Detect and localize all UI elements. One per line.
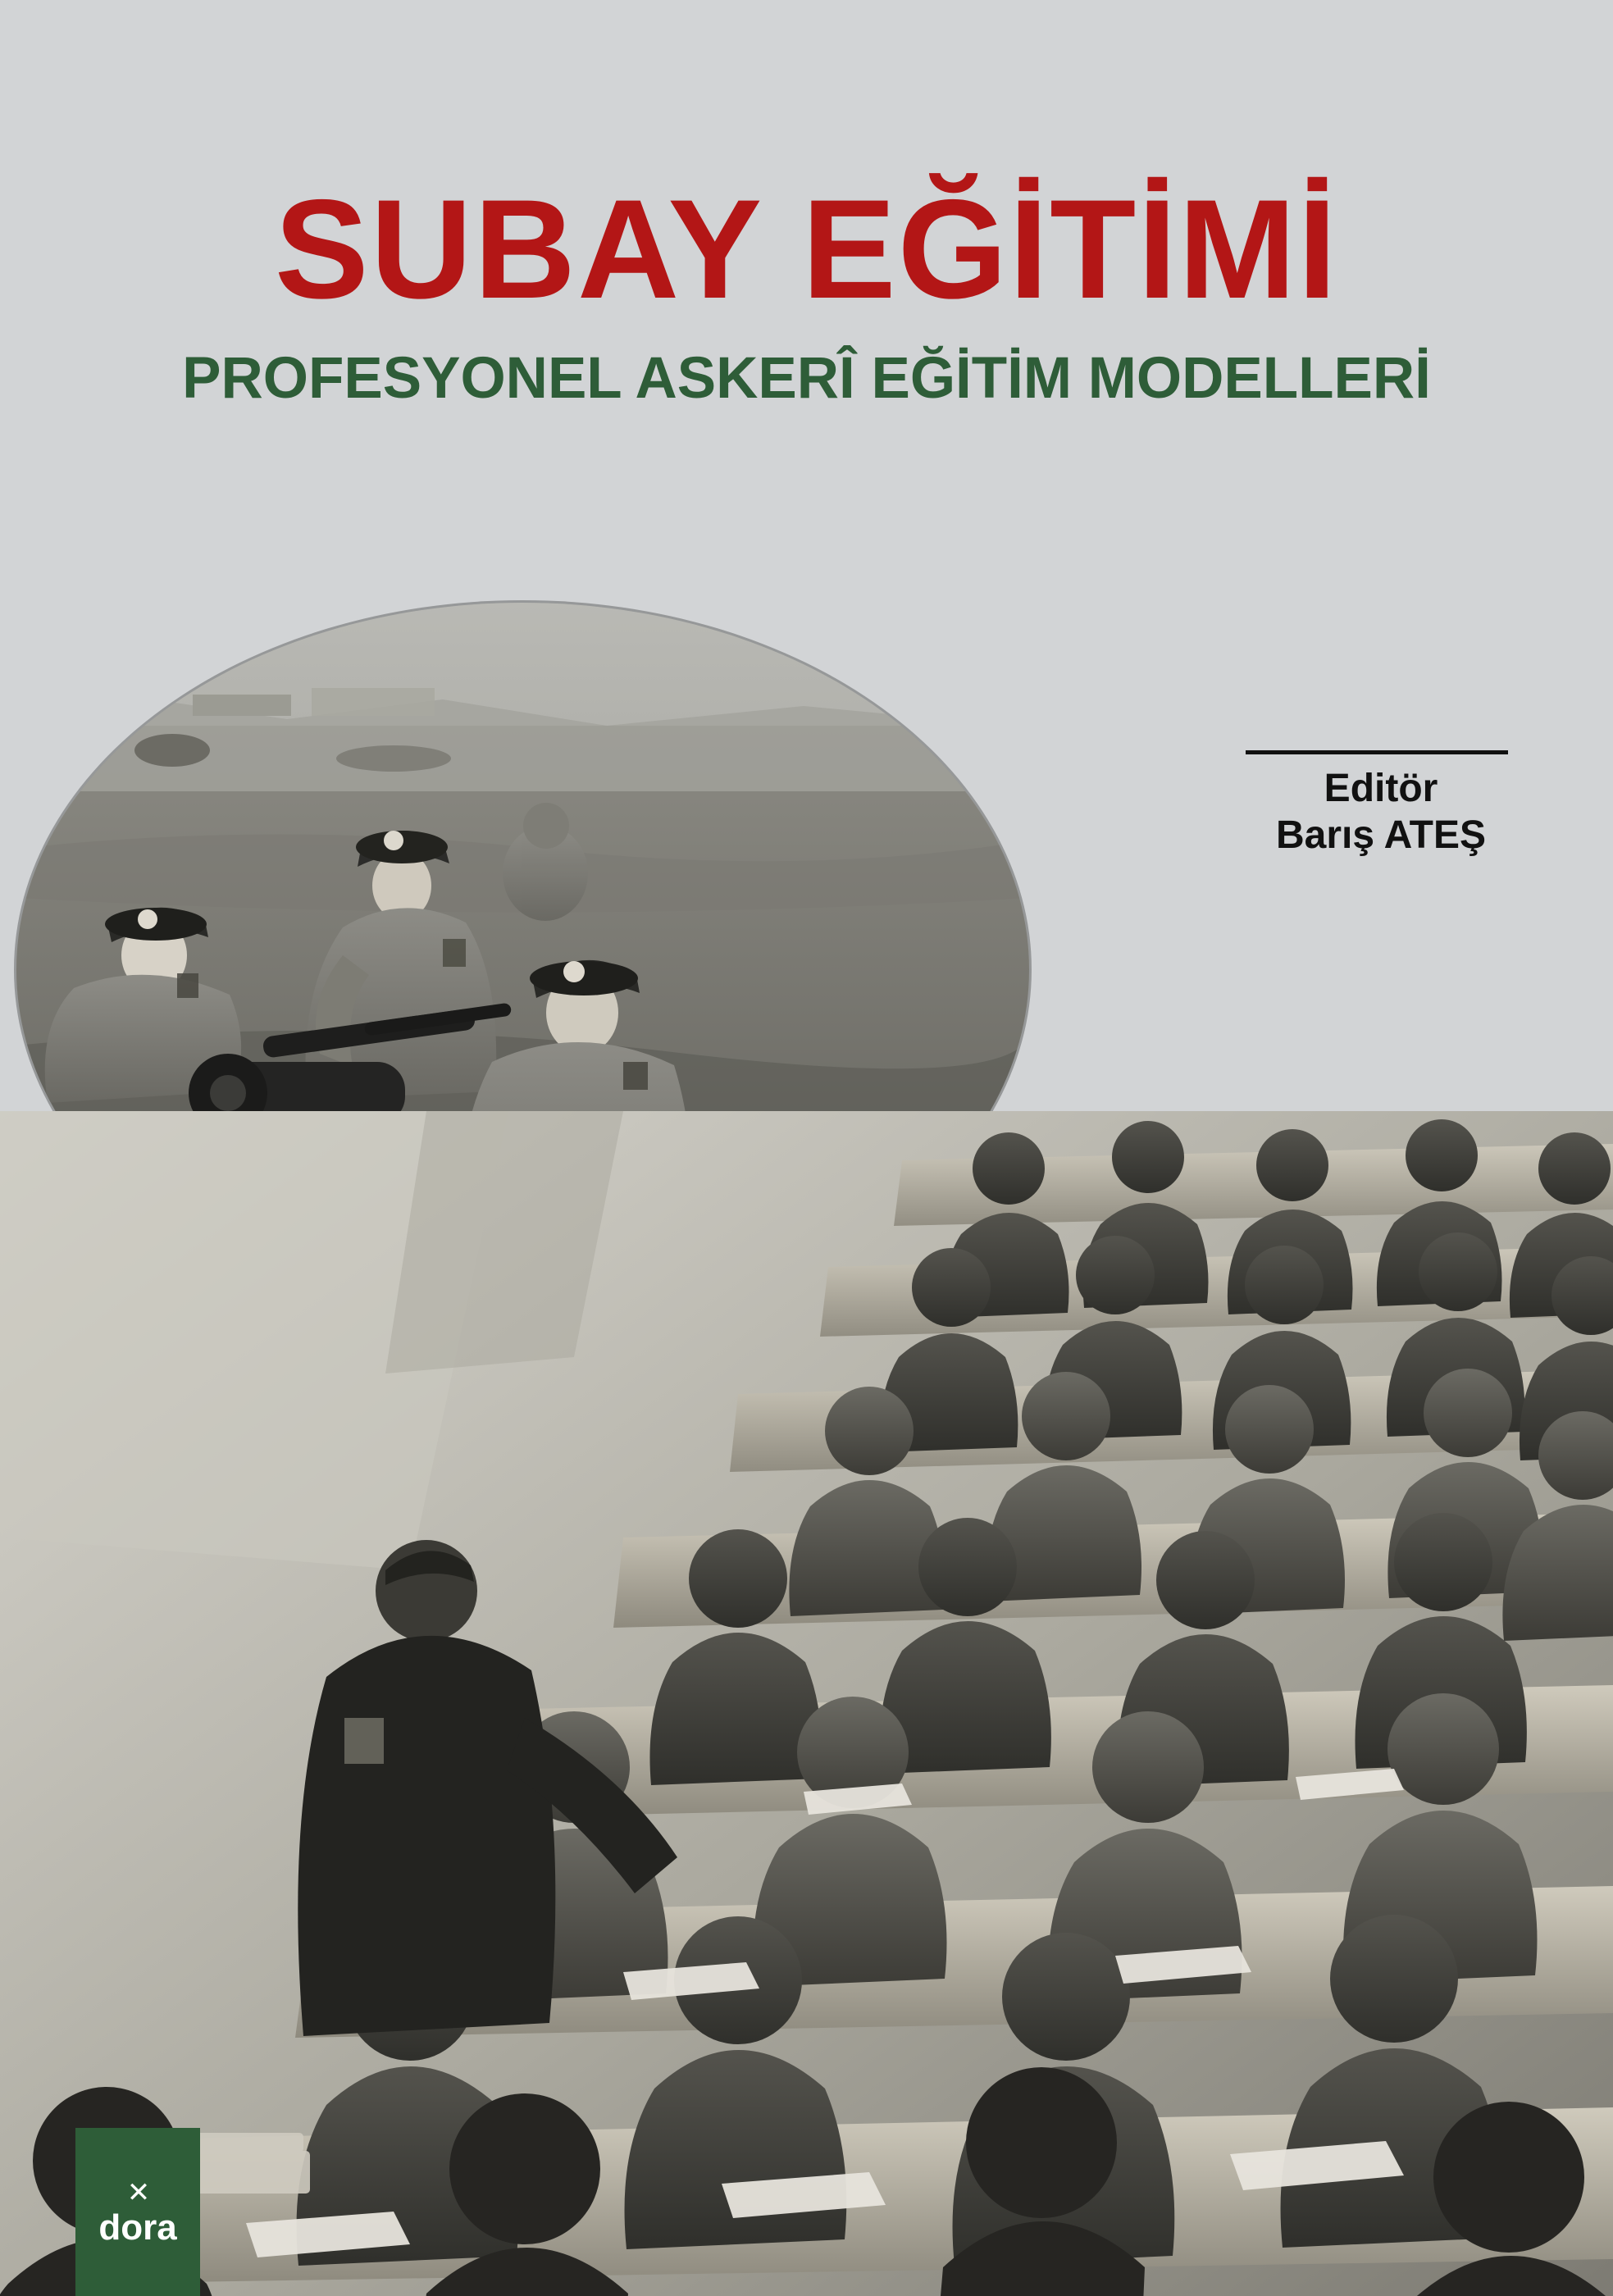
editor-label: Editör [1324, 767, 1438, 810]
classroom-photo [0, 1111, 1613, 2296]
page-title: SUBAY EĞİTİMİ [274, 171, 1339, 328]
editor-block [1246, 750, 1516, 859]
publisher-name: dora [98, 2207, 177, 2248]
title-block [0, 171, 1613, 411]
page-subtitle: PROFESYONEL ASKERÎ EĞİTİM MODELLERİ [182, 346, 1431, 411]
editor-name: Barış ATEŞ [1275, 813, 1487, 857]
editor-divider [1246, 750, 1508, 754]
publisher-logo [75, 2128, 200, 2296]
publisher-mark-icon: ✕ [126, 2176, 149, 2208]
